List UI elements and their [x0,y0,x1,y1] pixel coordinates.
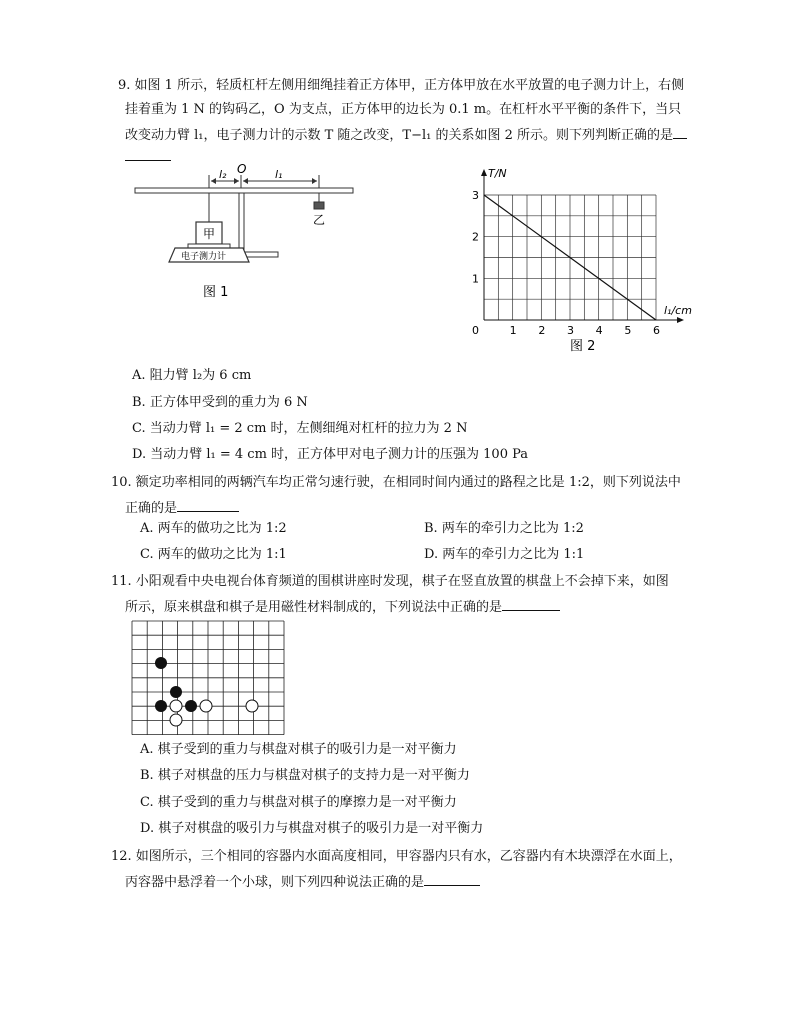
black-stone [170,686,182,698]
q9-line-1: 9. 如图 1 所示，轻质杠杆左侧用细绳挂着正方体甲，正方体甲放在水平放置的电子测力计上，右侧 [118,78,685,93]
white-stone [170,714,182,726]
q9-line-3-text: 改变动力臂 l₁，电子测力计的示数 T 随之改变，T−l₁ 的关系如图 2 所示。则下列判断正确的是 [125,128,674,143]
q9-option-b[interactable]: B. 正方体甲受到的重力为 6 N [132,395,308,410]
y-tick-label: 2 [472,230,479,244]
black-stone [155,657,167,669]
cube-jia-label: 甲 [203,227,216,241]
black-stone [185,700,197,712]
q12-line-1: 12. 如图所示，三个相同的容器内水面高度相同，甲容器内只有水，乙容器内有木块漂浮在水面上， [111,849,682,864]
graph-axes [481,169,684,323]
q10-line-1: 10. 额定功率相同的两辆汽车均正常匀速行驶，在相同时间内通过的路程之比是 1:2，则下列说法中 [111,475,681,490]
q12-line-2-text: 丙容器中悬浮着一个小球，则下列四种说法正确的是 [125,875,425,890]
x-tick-label: 3 [567,324,574,337]
white-stone [200,700,212,712]
weight-yi-label: 乙 [313,213,326,227]
q9-line-2: 挂着重为 1 N 的钩码乙，O 为支点，正方体甲的边长为 0.1 m。在杠杆水平平衡的条件下，当只 [125,102,682,117]
q11-line-1: 11. 小阳观看中央电视台体育频道的围棋讲座时发现，棋子在竖直放置的棋盘上不会掉下来，如图 [111,574,669,589]
graph-ticks [472,189,660,337]
fig1-caption: 图 1 [203,285,229,300]
fulcrum-label: O [237,162,247,176]
q9-line-3 [125,125,687,145]
q11-option-d[interactable]: D. 棋子对棋盘的吸引力与棋盘对棋子的吸引力是一对平衡力 [140,821,484,836]
q9-option-d[interactable]: D. 当动力臂 l₁ = 4 cm 时，正方体甲对电子测力计的压强为 100 Pa [132,447,529,462]
meter-plate [188,244,230,248]
t-l1-graph [470,162,710,358]
q11-answer-blank[interactable] [502,597,560,611]
q9-option-a[interactable]: A. 阻力臂 l₂为 6 cm [132,368,252,383]
y-axis-arrow [481,169,487,176]
q11-line-2 [125,597,560,617]
l2-label: l₂ [219,168,227,181]
q10-option-d[interactable]: D. 两车的牵引力之比为 1:1 [424,547,585,562]
q12-line-2 [125,872,480,892]
q9-answer-blank-b[interactable] [125,147,171,161]
x-tick-label: 5 [624,324,632,337]
q9-answer-blank-a[interactable] [673,125,687,139]
fulcrum-post [239,193,244,256]
q10-line-2 [125,498,239,518]
y-tick-label: 1 [472,272,479,286]
x-tick-label: 6 [653,324,660,337]
x-tick-label: 2 [538,324,546,337]
q11-option-b[interactable]: B. 棋子对棋盘的压力与棋盘对棋子的支持力是一对平衡力 [140,768,470,783]
q10-line-2-text: 正确的是 [125,501,178,516]
x-axis-arrow [677,317,684,323]
l1-label: l₁ [275,168,283,181]
hook-weight-yi [314,202,324,209]
fulcrum-base [244,252,278,257]
q11-option-c[interactable]: C. 棋子受到的重力与棋盘对棋子的摩擦力是一对平衡力 [140,795,457,810]
white-stone [246,700,258,712]
go-board [131,620,291,736]
q10-option-a[interactable]: A. 两车的做功之比为 1:2 [140,521,287,536]
q12-answer-blank[interactable] [424,872,480,886]
meter-label: 电子测力计 [181,252,227,262]
black-stone [155,700,167,712]
y-axis-label: T/N [488,167,507,180]
fig2-caption: 图 2 [570,339,596,354]
q10-option-b[interactable]: B. 两车的牵引力之比为 1:2 [424,521,584,536]
q9-option-c[interactable]: C. 当动力臂 l₁ = 2 cm 时，左侧细绳对杠杆的拉力为 2 N [132,421,468,436]
q10-answer-blank[interactable] [177,498,239,512]
origin-label: 0 [472,324,479,337]
lever-bar [135,188,353,193]
white-stone [170,700,182,712]
y-tick-label: 3 [472,189,479,202]
go-board-grid [132,621,284,735]
q11-line-2-text: 所示，原来棋盘和棋子是用磁性材料制成的，下列说法中正确的是 [125,600,503,615]
lever-figure [125,160,365,310]
x-axis-label: l₁/cm [664,304,692,317]
x-tick-label: 4 [595,324,603,337]
q10-option-c[interactable]: C. 两车的做功之比为 1:1 [140,547,287,562]
q11-option-a[interactable]: A. 棋子受到的重力与棋盘对棋子的吸引力是一对平衡力 [140,742,457,757]
x-tick-label: 1 [509,324,517,337]
